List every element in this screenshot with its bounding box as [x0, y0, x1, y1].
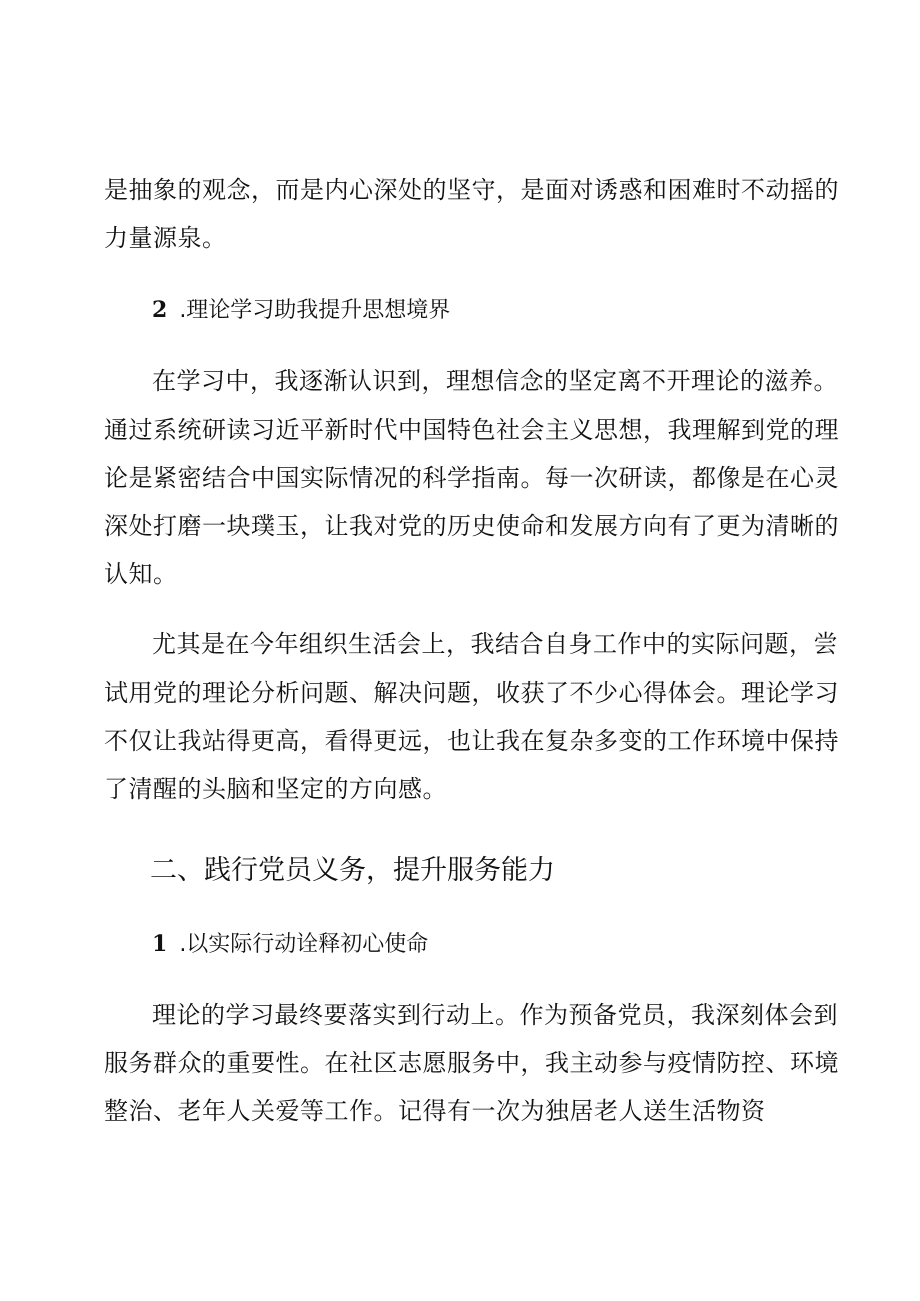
paragraph-line: 尤其是在今年组织生活会上，我结合自身工作中的实际问题，尝 [152, 630, 838, 658]
subsection-heading [152, 295, 450, 326]
subsection-title: .以实际行动诠释初心使命 [179, 932, 429, 957]
subsection-number: 1 [152, 931, 168, 957]
paragraph-line: 认知。 [104, 560, 178, 588]
subsection-heading [152, 929, 428, 960]
paragraph-line: 通过系统研读习近平新时代中国特色社会主义思想，我理解到党的理 [104, 416, 839, 444]
paragraph-line: 是抽象的观念，而是内心深处的坚守，是面对诱惑和困难时不动摇的 [104, 176, 839, 204]
paragraph-line: 深处打磨一块璞玉，让我对党的历史使命和发展方向有了更为清晰的 [104, 512, 839, 540]
paragraph-line: 服务群众的重要性。在社区志愿服务中，我主动参与疫情防控、环境 [104, 1049, 839, 1077]
paragraph-line: 试用党的理论分析问题、解决问题，收获了不少心得体会。理论学习 [104, 679, 839, 707]
paragraph-line: 力量源泉。 [104, 224, 227, 252]
paragraph-line: 不仅让我站得更高，看得更远，也让我在复杂多变的工作环境中保持 [104, 727, 839, 755]
subsection-number: 2 [152, 297, 168, 323]
section-heading: 二、践行党员义务，提升服务能力 [150, 855, 555, 886]
paragraph-line: 理论的学习最终要落实到行动上。作为预备党员，我深刻体会到 [152, 1001, 838, 1029]
paragraph-line: 整治、老年人关爱等工作。记得有一次为独居老人送生活物资 [104, 1097, 766, 1125]
paragraph-line: 了清醒的头脑和坚定的方向感。 [104, 775, 447, 803]
paragraph-line: 论是紧密结合中国实际情况的科学指南。每一次研读，都像是在心灵 [104, 464, 839, 492]
paragraph-line: 在学习中，我逐渐认识到，理想信念的坚定离不开理论的滋养。 [152, 367, 838, 395]
subsection-title: .理论学习助我提升思想境界 [179, 298, 451, 323]
